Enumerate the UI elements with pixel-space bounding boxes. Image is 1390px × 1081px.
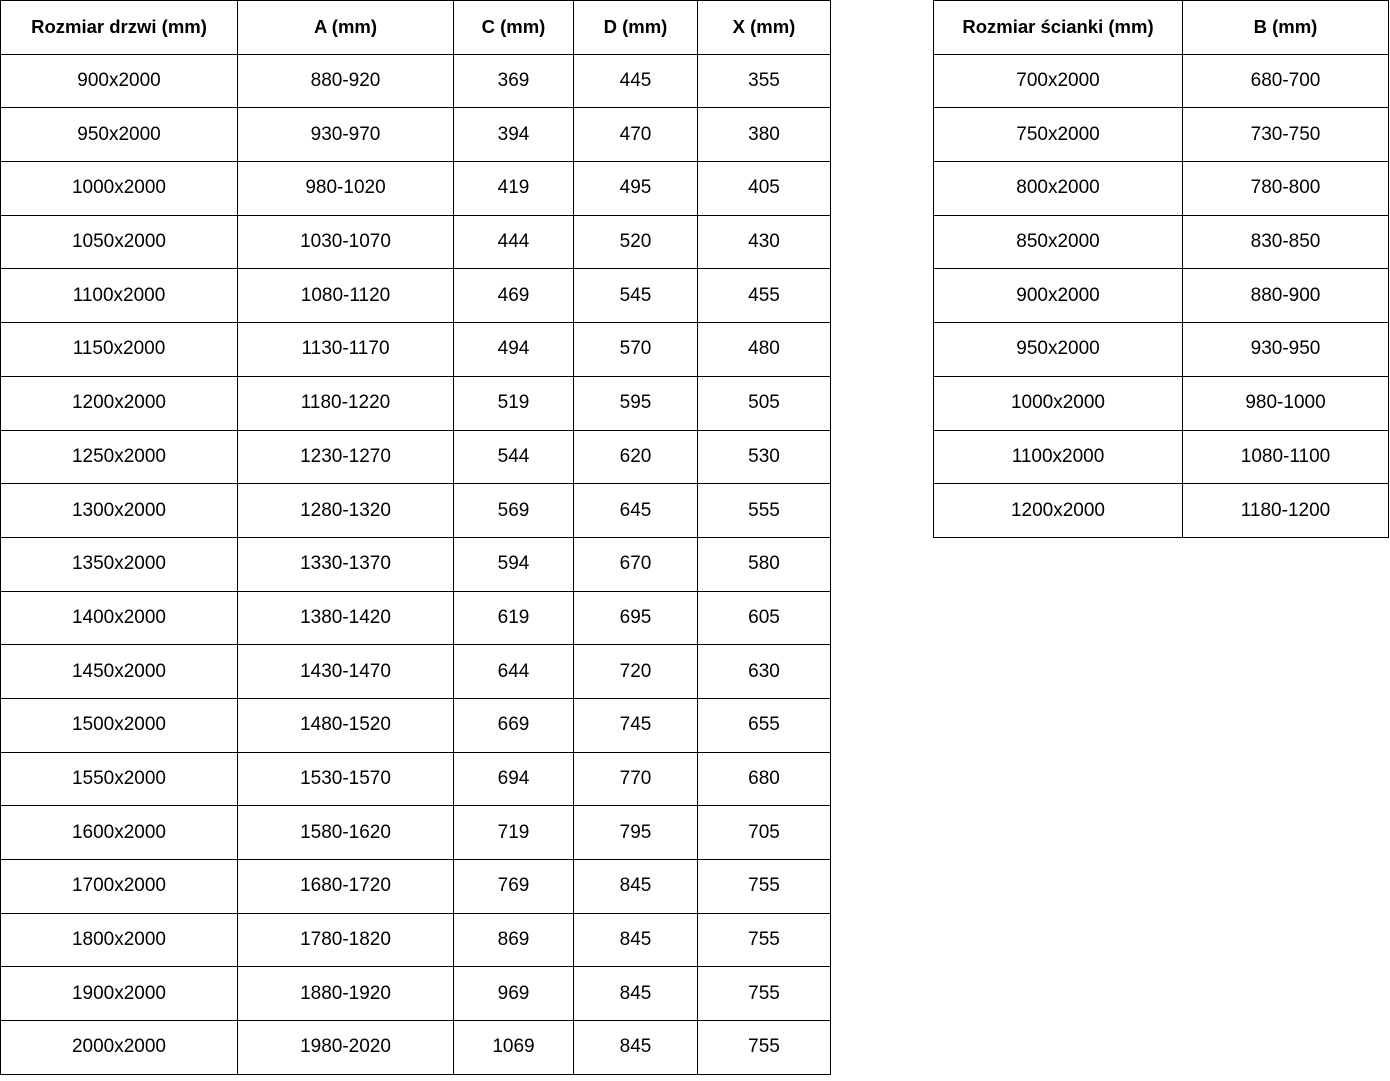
table-row [1, 430, 831, 484]
column-header-d: D (mm) [574, 1, 698, 55]
table-row [1, 913, 831, 967]
table-cell: 745 [574, 698, 698, 752]
table-cell: 1080-1100 [1183, 430, 1389, 484]
table-cell: 769 [454, 860, 574, 914]
table-row [1, 537, 831, 591]
table-cell: 705 [698, 806, 831, 860]
table-cell: 569 [454, 484, 574, 538]
table-cell: 845 [574, 1021, 698, 1075]
column-header-a: A (mm) [238, 1, 454, 55]
table-row [934, 376, 1389, 430]
table-row [1, 645, 831, 699]
table-row [934, 162, 1389, 216]
column-header-b: B (mm) [1183, 1, 1389, 55]
table-cell: 680-700 [1183, 54, 1389, 108]
table-cell: 1230-1270 [238, 430, 454, 484]
table-cell: 620 [574, 430, 698, 484]
table-cell: 845 [574, 913, 698, 967]
table-cell: 670 [574, 537, 698, 591]
table-cell: 495 [574, 162, 698, 216]
table-cell: 2000x2000 [1, 1021, 238, 1075]
table-cell: 694 [454, 752, 574, 806]
table-cell: 1080-1120 [238, 269, 454, 323]
table-row [934, 54, 1389, 108]
table-cell: 780-800 [1183, 162, 1389, 216]
table-cell: 950x2000 [934, 323, 1183, 377]
table-cell: 555 [698, 484, 831, 538]
table-cell: 455 [698, 269, 831, 323]
table-row [1, 591, 831, 645]
table-row [1, 108, 831, 162]
table-cell: 850x2000 [934, 215, 1183, 269]
table-cell: 1180-1220 [238, 376, 454, 430]
table-cell: 419 [454, 162, 574, 216]
table-cell: 545 [574, 269, 698, 323]
table-cell: 930-950 [1183, 323, 1389, 377]
table-cell: 1580-1620 [238, 806, 454, 860]
table-cell: 1200x2000 [1, 376, 238, 430]
table-cell: 645 [574, 484, 698, 538]
table-cell: 1100x2000 [1, 269, 238, 323]
table-cell: 900x2000 [934, 269, 1183, 323]
table-cell: 1800x2000 [1, 913, 238, 967]
table-cell: 1050x2000 [1, 215, 238, 269]
table-cell: 595 [574, 376, 698, 430]
table-row [1, 1021, 831, 1075]
table-cell: 1450x2000 [1, 645, 238, 699]
table-cell: 869 [454, 913, 574, 967]
table-cell: 1550x2000 [1, 752, 238, 806]
table-cell: 1250x2000 [1, 430, 238, 484]
table-cell: 469 [454, 269, 574, 323]
column-header-x: X (mm) [698, 1, 831, 55]
table-row [1, 376, 831, 430]
table-cell: 355 [698, 54, 831, 108]
table-row [1, 54, 831, 108]
table-cell: 880-900 [1183, 269, 1389, 323]
table-cell: 519 [454, 376, 574, 430]
table-cell: 1700x2000 [1, 860, 238, 914]
column-header-wall-size: Rozmiar ścianki (mm) [934, 1, 1183, 55]
table-cell: 695 [574, 591, 698, 645]
table-cell: 700x2000 [934, 54, 1183, 108]
table-row [934, 108, 1389, 162]
table-cell: 1150x2000 [1, 323, 238, 377]
table-row [934, 430, 1389, 484]
table-header-row [934, 1, 1389, 55]
table-cell: 755 [698, 967, 831, 1021]
table-cell: 755 [698, 913, 831, 967]
wall-dimensions-table [933, 0, 1389, 538]
table-row [934, 484, 1389, 538]
table-row [1, 698, 831, 752]
table-cell: 380 [698, 108, 831, 162]
table-cell: 845 [574, 967, 698, 1021]
table-row [934, 323, 1389, 377]
table-cell: 1069 [454, 1021, 574, 1075]
table-cell: 430 [698, 215, 831, 269]
table-cell: 680 [698, 752, 831, 806]
table-cell: 1000x2000 [1, 162, 238, 216]
table-cell: 950x2000 [1, 108, 238, 162]
table-row [1, 860, 831, 914]
table-row [1, 806, 831, 860]
table-row [1, 323, 831, 377]
table-cell: 1900x2000 [1, 967, 238, 1021]
table-cell: 1130-1170 [238, 323, 454, 377]
table-cell: 770 [574, 752, 698, 806]
table-cell: 1100x2000 [934, 430, 1183, 484]
table-cell: 1780-1820 [238, 913, 454, 967]
table-cell: 755 [698, 1021, 831, 1075]
table-cell: 655 [698, 698, 831, 752]
table-cell: 845 [574, 860, 698, 914]
table-cell: 1430-1470 [238, 645, 454, 699]
column-header-door-size: Rozmiar drzwi (mm) [1, 1, 238, 55]
table-cell: 444 [454, 215, 574, 269]
table-cell: 1200x2000 [934, 484, 1183, 538]
table-cell: 755 [698, 860, 831, 914]
table-cell: 980-1000 [1183, 376, 1389, 430]
table-cell: 669 [454, 698, 574, 752]
table-cell: 930-970 [238, 108, 454, 162]
table-cell: 570 [574, 323, 698, 377]
table-row [1, 215, 831, 269]
table-cell: 394 [454, 108, 574, 162]
table-cell: 1480-1520 [238, 698, 454, 752]
table-cell: 470 [574, 108, 698, 162]
table-row [934, 269, 1389, 323]
table-cell: 1330-1370 [238, 537, 454, 591]
table-cell: 505 [698, 376, 831, 430]
table-cell: 445 [574, 54, 698, 108]
table-cell: 644 [454, 645, 574, 699]
table-row [1, 269, 831, 323]
table-cell: 1880-1920 [238, 967, 454, 1021]
table-cell: 900x2000 [1, 54, 238, 108]
table-cell: 605 [698, 591, 831, 645]
table-cell: 1680-1720 [238, 860, 454, 914]
table-header-row [1, 1, 831, 55]
table-cell: 800x2000 [934, 162, 1183, 216]
table-cell: 544 [454, 430, 574, 484]
table-cell: 580 [698, 537, 831, 591]
table-row [1, 484, 831, 538]
table-row [934, 215, 1389, 269]
table-cell: 730-750 [1183, 108, 1389, 162]
table-cell: 1280-1320 [238, 484, 454, 538]
table-cell: 530 [698, 430, 831, 484]
table-cell: 1530-1570 [238, 752, 454, 806]
table-cell: 630 [698, 645, 831, 699]
table-cell: 405 [698, 162, 831, 216]
table-cell: 619 [454, 591, 574, 645]
table-cell: 880-920 [238, 54, 454, 108]
table-cell: 1000x2000 [934, 376, 1183, 430]
table-row [1, 967, 831, 1021]
table-row [1, 752, 831, 806]
table-cell: 720 [574, 645, 698, 699]
table-cell: 480 [698, 323, 831, 377]
table-cell: 594 [454, 537, 574, 591]
column-header-c: C (mm) [454, 1, 574, 55]
table-cell: 1400x2000 [1, 591, 238, 645]
table-cell: 1980-2020 [238, 1021, 454, 1075]
table-cell: 1350x2000 [1, 537, 238, 591]
table-cell: 1500x2000 [1, 698, 238, 752]
table-cell: 1300x2000 [1, 484, 238, 538]
table-cell: 980-1020 [238, 162, 454, 216]
table-cell: 969 [454, 967, 574, 1021]
table-row [1, 162, 831, 216]
table-cell: 1380-1420 [238, 591, 454, 645]
table-cell: 830-850 [1183, 215, 1389, 269]
table-cell: 494 [454, 323, 574, 377]
table-cell: 1030-1070 [238, 215, 454, 269]
table-cell: 719 [454, 806, 574, 860]
table-cell: 750x2000 [934, 108, 1183, 162]
table-cell: 369 [454, 54, 574, 108]
table-cell: 520 [574, 215, 698, 269]
table-cell: 795 [574, 806, 698, 860]
table-cell: 1600x2000 [1, 806, 238, 860]
table-cell: 1180-1200 [1183, 484, 1389, 538]
